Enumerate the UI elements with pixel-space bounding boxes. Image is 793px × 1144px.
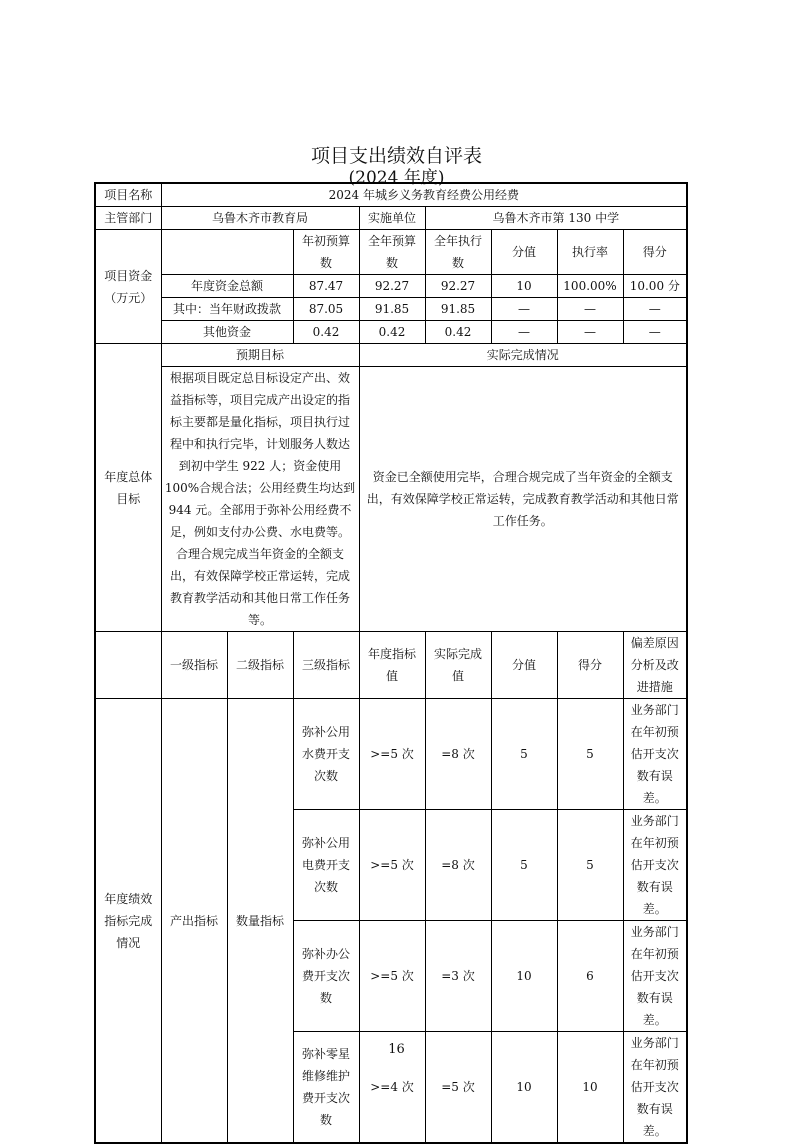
funds-blank-header — [161, 230, 293, 275]
target-value: >=5 次 — [359, 810, 425, 921]
funds-row — [95, 275, 687, 298]
indicator-header: 一级指标 — [161, 632, 227, 699]
score-value: 10 — [491, 1032, 557, 1144]
actual-value: =8 次 — [425, 810, 491, 921]
funds-header: 得分 — [623, 230, 687, 275]
funds-header: 分值 — [491, 230, 557, 275]
funds-cell: 0.42 — [293, 321, 359, 344]
target-value: >=4 次 — [359, 1032, 425, 1144]
funds-header: 全年预算数 — [359, 230, 425, 275]
funds-header-row — [95, 230, 687, 275]
indicator-header: 年度指标值 — [359, 632, 425, 699]
level3-indicator: 弥补零星维修维护费开支次数 — [293, 1032, 359, 1144]
funds-cell: 91.85 — [359, 298, 425, 321]
target-value: >=5 次 — [359, 921, 425, 1032]
funds-label: 项目资金（万元） — [95, 230, 161, 344]
actual-value: =5 次 — [425, 1032, 491, 1144]
score-value: 5 — [491, 699, 557, 810]
funds-cell: 87.05 — [293, 298, 359, 321]
funds-cell: 100.00% — [557, 275, 623, 298]
funds-row-label: 年度资金总额 — [161, 275, 293, 298]
indicator-header-row — [95, 632, 687, 699]
funds-cell: 92.27 — [359, 275, 425, 298]
expected-goal-text: 根据项目既定总目标设定产出、效益指标等，项目完成产出设定的指标主要都是量化指标，项目执行过程中和执行完毕，计划服务人数达到初中学生 922 人；资金使用 100%合规合法；公用经费生均达到 944 元。全部用于弥补公用经费不足，例如支付办公费、水电费等。合理合规完成当年资金的全额支出，有效保障学校正常运转，完成教育教学活动和其他日常工作任务等。 — [161, 367, 359, 632]
score: 5 — [557, 810, 623, 921]
funds-row — [95, 321, 687, 344]
goals-header-row — [95, 344, 687, 367]
deviation-reason: 业务部门在年初预估开支次数有误差。 — [623, 1032, 687, 1144]
indicator-header: 分值 — [491, 632, 557, 699]
score-value: 10 — [491, 921, 557, 1032]
project-name-row — [95, 183, 687, 207]
score: 10 — [557, 1032, 623, 1144]
level3-indicator: 弥补公用水费开支次数 — [293, 699, 359, 810]
funds-header: 执行率 — [557, 230, 623, 275]
funds-cell: — — [491, 321, 557, 344]
funds-header: 全年执行数 — [425, 230, 491, 275]
level1-indicator: 产出指标 — [161, 699, 227, 1144]
score-value: 5 — [491, 810, 557, 921]
deviation-reason: 业务部门在年初预估开支次数有误差。 — [623, 810, 687, 921]
goals-content-row — [95, 367, 687, 632]
actual-goal-text: 资金已全额使用完毕，合理合规完成了当年资金的全额支出，有效保障学校正常运转，完成教育教学活动和其他日常工作任务。 — [359, 367, 687, 632]
indicator-header: 得分 — [557, 632, 623, 699]
funds-cell: — — [623, 298, 687, 321]
funds-header: 年初预算数 — [293, 230, 359, 275]
department-row — [95, 207, 687, 230]
funds-row — [95, 298, 687, 321]
funds-cell: 0.42 — [425, 321, 491, 344]
funds-cell: 0.42 — [359, 321, 425, 344]
actual-value: =8 次 — [425, 699, 491, 810]
indicator-header: 实际完成值 — [425, 632, 491, 699]
page-subtitle: (2024 年度) — [348, 168, 445, 188]
funds-cell: 10 — [491, 275, 557, 298]
unit-label: 实施单位 — [359, 207, 425, 230]
indicator-header: 偏差原因分析及改进措施 — [623, 632, 687, 699]
page-title: 项目支出绩效自评表 — [310, 145, 482, 167]
unit-value: 乌鲁木齐市第 130 中学 — [425, 207, 687, 230]
goals-label: 年度总体目标 — [95, 344, 161, 632]
project-name-label: 项目名称 — [95, 183, 161, 207]
project-name-value: 2024 年城乡义务教育经费公用经费 — [161, 183, 687, 207]
self-evaluation-table — [94, 182, 688, 1144]
expected-goal-header: 预期目标 — [161, 344, 359, 367]
level3-indicator: 弥补公用电费开支次数 — [293, 810, 359, 921]
level2-indicator: 数量指标 — [227, 699, 293, 1144]
level3-indicator: 弥补办公费开支次数 — [293, 921, 359, 1032]
indicator-row — [95, 699, 687, 810]
funds-row-label: 其他资金 — [161, 321, 293, 344]
funds-cell: 87.47 — [293, 275, 359, 298]
deviation-reason: 业务部门在年初预估开支次数有误差。 — [623, 699, 687, 810]
actual-goal-header: 实际完成情况 — [359, 344, 687, 367]
dept-label: 主管部门 — [95, 207, 161, 230]
page-number: 16 — [388, 1042, 405, 1057]
indicators-label: 年度绩效指标完成情况 — [95, 699, 161, 1144]
indicator-header: 三级指标 — [293, 632, 359, 699]
dept-value: 乌鲁木齐市教育局 — [161, 207, 359, 230]
target-value: >=5 次 — [359, 699, 425, 810]
funds-cell: 92.27 — [425, 275, 491, 298]
funds-cell: — — [491, 298, 557, 321]
indicator-header: 二级指标 — [227, 632, 293, 699]
funds-cell: 91.85 — [425, 298, 491, 321]
funds-row-label: 其中：当年财政拨款 — [161, 298, 293, 321]
funds-cell: — — [623, 321, 687, 344]
score: 5 — [557, 699, 623, 810]
funds-cell: — — [557, 298, 623, 321]
actual-value: =3 次 — [425, 921, 491, 1032]
score: 6 — [557, 921, 623, 1032]
funds-cell: 10.00 分 — [623, 275, 687, 298]
deviation-reason: 业务部门在年初预估开支次数有误差。 — [623, 921, 687, 1032]
funds-cell: — — [557, 321, 623, 344]
indicator-blank-header — [95, 632, 161, 699]
